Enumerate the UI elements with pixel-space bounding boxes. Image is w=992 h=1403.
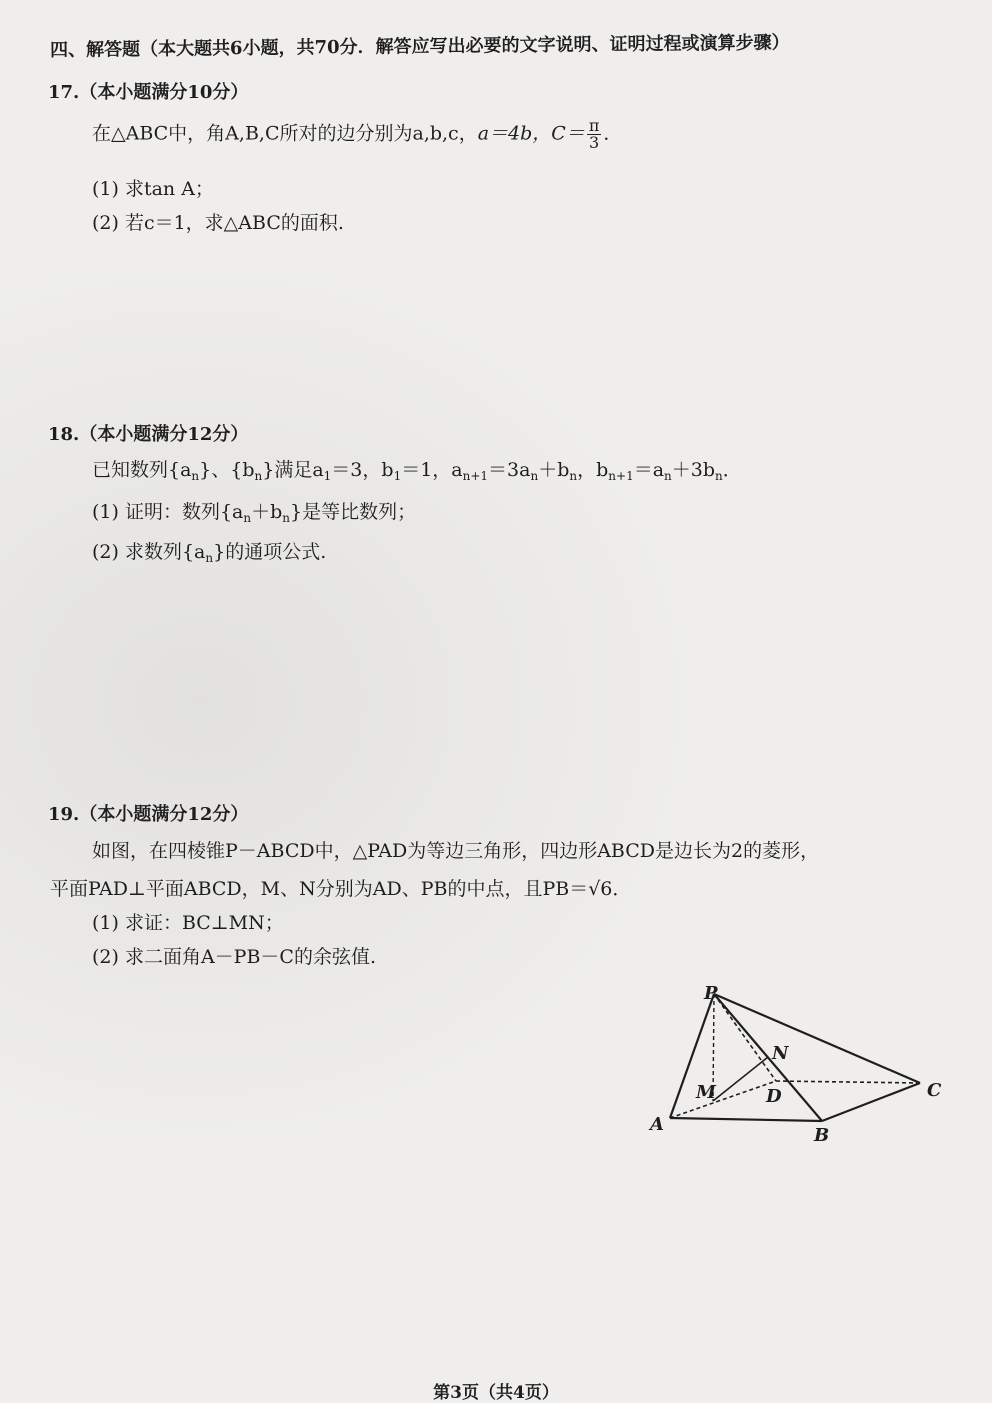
- pyramid-figure: [640, 975, 960, 1150]
- q18-sub: n: [191, 469, 200, 483]
- edge-BC: [822, 1083, 920, 1121]
- q18-stem-g: ＋b: [538, 459, 570, 481]
- q18-stem-b: }、{b: [199, 459, 255, 481]
- edge-DC: [776, 1081, 920, 1083]
- label-A: A: [650, 1114, 664, 1135]
- section-heading: 四、解答题（本大题共6小题，共70分．解答应写出必要的文字说明、证明过程或演算步骤）: [49, 32, 790, 61]
- q17-cond1: a＝4b，: [477, 122, 552, 145]
- q18-stem-a: 已知数列{a: [92, 459, 192, 481]
- q18-sub: n: [254, 469, 263, 483]
- q19-title: 19.（本小题满分12分）: [48, 804, 249, 825]
- q17-stem-prefix: 在△ABC中，角A,B,C所对的边分别为a,b,c，: [92, 122, 478, 145]
- q17-fraction: [587, 118, 602, 151]
- label-C: C: [927, 1080, 942, 1101]
- q19-stem-line1: 如图，在四棱锥P－ABCD中，△PAD为等边三角形，四边形ABCD是边长为2的菱形，: [92, 840, 820, 862]
- q18-sub: n+1: [608, 469, 634, 483]
- edge-AB: [670, 1118, 822, 1121]
- q19-part1: (1) 求证：BC⊥MN；: [92, 912, 284, 934]
- q17-frac-num: π: [588, 116, 600, 135]
- q18-stem-c: }满足a: [262, 459, 324, 481]
- q17-title: 17.（本小题满分10分）: [48, 82, 249, 103]
- q17-part2: (2) 若c＝1，求△ABC的面积.: [92, 212, 344, 234]
- q18-stem-e: ＝1，a: [401, 459, 463, 481]
- q18-sub: n: [205, 551, 214, 565]
- label-N: N: [772, 1043, 789, 1064]
- label-P: P: [704, 983, 718, 1004]
- q18-stem-h: ，b: [577, 459, 609, 481]
- q18-part2-b: }的通项公式.: [213, 541, 327, 563]
- page-number: 第3页（共4页）: [433, 1383, 559, 1403]
- q18-title: 18.（本小题满分12分）: [48, 424, 249, 445]
- q17-frac-den: 3: [589, 133, 600, 152]
- q18-sub: n: [569, 469, 578, 483]
- label-M: M: [696, 1082, 716, 1103]
- q18-stem-k: ．: [722, 459, 742, 481]
- q18-sub: n+1: [462, 469, 489, 483]
- edge-PC: [714, 994, 920, 1083]
- q18-sub: 1: [323, 469, 332, 483]
- q18-sub: n: [282, 511, 291, 525]
- q18-stem-j: ＋3b: [671, 459, 716, 481]
- q18-stem-d: ＝3，b: [331, 459, 394, 481]
- segment-MN: [713, 1057, 768, 1101]
- q18-sub: n: [243, 511, 252, 525]
- q18-sub: n: [715, 469, 723, 483]
- q19-stem-line2: 平面PAD⊥平面ABCD，M、N分别为AD、PB的中点，且PB＝√6．: [50, 878, 632, 900]
- label-B: B: [814, 1125, 830, 1146]
- q18-sub: n: [664, 469, 672, 483]
- q18-stem-i: ＝a: [633, 459, 665, 481]
- q17-cond2: C＝: [551, 122, 585, 145]
- q19-part2: (2) 求二面角A－PB－C的余弦值.: [92, 946, 376, 968]
- q18-part1-a: (1) 证明：数列{a: [92, 501, 244, 523]
- q18-sub: 1: [393, 469, 402, 483]
- q17-stem: [92, 118, 622, 151]
- q18-part2-a: (2) 求数列{a: [92, 541, 206, 563]
- q17-part1: (1) 求tan A；: [92, 178, 214, 200]
- edge-AD: [670, 1081, 776, 1118]
- q17-stem-end: ．: [603, 122, 623, 145]
- q18-stem-f: ＝3a: [488, 459, 531, 481]
- label-D: D: [766, 1086, 782, 1107]
- q18-part1-c: }是等比数列；: [290, 501, 417, 523]
- q18-part1-b: ＋b: [251, 501, 283, 523]
- q18-part2: [92, 537, 326, 565]
- q18-part1: [92, 497, 416, 525]
- q18-stem: [92, 455, 742, 483]
- q18-sub: n: [530, 469, 539, 483]
